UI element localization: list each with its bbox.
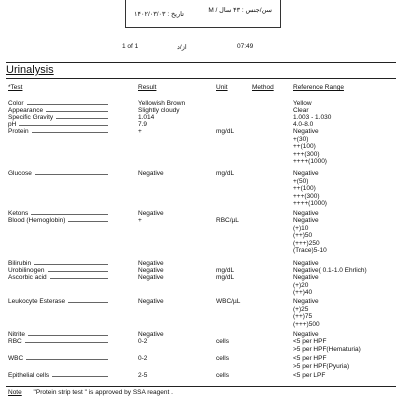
test-unit: mg/dL <box>216 274 235 281</box>
reference-line: (++)40 <box>293 289 313 297</box>
reference-range <box>293 338 361 353</box>
leader-line <box>68 302 108 303</box>
reference-line: Negative( 0.1-1.0 Ehrlich) <box>293 267 367 274</box>
test-name: Glucose <box>8 170 32 177</box>
note-rule <box>6 386 396 387</box>
test-name: pH <box>8 121 17 128</box>
reference-range <box>293 298 320 328</box>
test-unit: cells <box>216 338 230 345</box>
test-unit: RBC/µL <box>216 217 239 224</box>
leader-line <box>28 335 108 336</box>
reference-line: Negative <box>293 217 319 224</box>
reference-range <box>293 355 349 370</box>
test-result: Yellowish Brown <box>138 100 186 107</box>
test-name: Appearance <box>8 107 44 114</box>
reference-range <box>293 128 327 166</box>
leader-line <box>34 264 108 265</box>
reference-line: ++(100) <box>293 185 316 193</box>
reference-line: Negative <box>293 298 319 305</box>
test-name: Specific Gravity <box>8 114 54 121</box>
reference-line: (Trace)5-10 <box>293 247 327 255</box>
test-name: Leukocyte Esterase <box>8 298 66 305</box>
reference-range <box>293 372 325 380</box>
col-header-test: *Test <box>8 84 23 91</box>
test-unit: cells <box>216 372 230 379</box>
title-top-rule <box>6 62 396 63</box>
note-label: Note <box>8 389 22 396</box>
reference-line: +(30) <box>293 135 309 143</box>
reference-line: <5 per LPF <box>293 372 326 379</box>
reference-line: Negative <box>293 260 319 267</box>
reference-range <box>293 170 327 208</box>
reference-line: (+)10 <box>293 224 309 232</box>
section-title: Urinalysis <box>6 64 54 76</box>
reference-range <box>293 217 327 255</box>
reference-line: Negative <box>293 210 319 217</box>
col-header-method: Method <box>252 84 274 91</box>
test-name: Urobilinogen <box>8 267 45 274</box>
patient-header-box <box>125 0 281 28</box>
reference-line: Yellow <box>293 100 312 107</box>
leader-line <box>19 125 108 126</box>
test-result: Slightly cloudy <box>138 107 180 114</box>
report-time: 07:49 <box>237 43 254 50</box>
test-name: Blood (Hemoglobin) <box>8 217 66 224</box>
test-result: Negative <box>138 260 164 267</box>
page-number: 1 of 1 <box>122 43 139 50</box>
reference-line: <5 per HPF <box>293 355 327 362</box>
reference-line: Clear <box>293 107 309 114</box>
test-result: Negative <box>138 170 164 177</box>
leader-line <box>25 342 108 343</box>
reference-line: (++)75 <box>293 313 313 321</box>
report-date: تاریخ : ۱۴۰۲/۰۳/۰۳ <box>134 11 184 18</box>
reference-line: <5 per HPF <box>293 338 327 345</box>
reference-line: (++)50 <box>293 232 313 240</box>
title-bottom-rule <box>6 78 396 79</box>
col-header-result: Result <box>138 84 157 91</box>
reference-line: Negative <box>293 128 319 135</box>
leader-line <box>50 278 108 279</box>
test-unit: cells <box>216 355 230 362</box>
test-result: Negative <box>138 298 164 305</box>
leader-line <box>27 104 108 105</box>
test-name: Protein <box>8 128 29 135</box>
test-result: + <box>138 217 142 224</box>
leader-line <box>35 174 108 175</box>
reference-line: Negative <box>293 170 319 177</box>
test-result: Negative <box>138 331 164 338</box>
reference-line: (+++)500 <box>293 320 320 328</box>
leader-line <box>56 118 108 119</box>
test-result: Negative <box>138 210 164 217</box>
note <box>8 389 173 396</box>
leader-line <box>26 359 108 360</box>
test-name: Ketons <box>8 210 29 217</box>
reference-line: >5 per HPF(Pyuria) <box>293 362 350 370</box>
patient-age-sex: سن/جنس : ۴۳ سال / M <box>208 7 272 14</box>
leader-line <box>48 271 108 272</box>
test-name: Color <box>8 100 24 107</box>
test-unit: mg/dL <box>216 170 235 177</box>
reference-line: +++(300) <box>293 192 320 200</box>
test-name: RBC <box>8 338 22 345</box>
test-unit: WBC/µL <box>216 298 241 305</box>
test-unit: mg/dL <box>216 267 235 274</box>
test-result: + <box>138 128 142 135</box>
note-text: "Protein strip test " is approved by SSA reagent . <box>33 389 173 396</box>
test-result: 7.9 <box>138 121 148 128</box>
test-result: 0-2 <box>138 355 148 362</box>
reference-line: Negative <box>293 331 319 338</box>
reference-line: >5 per HPF(Hematuria) <box>293 345 361 353</box>
test-result: 1.014 <box>138 114 155 121</box>
reference-line: (+)20 <box>293 281 309 289</box>
test-result: Negative <box>138 274 164 281</box>
reference-line: ++(100) <box>293 143 316 151</box>
reference-line: +(50) <box>293 177 309 185</box>
col-header-unit: Unit <box>216 84 228 91</box>
test-name: Epithelial cells <box>8 372 50 379</box>
reference-line: (+)25 <box>293 305 309 313</box>
reference-line: 4.0-8.0 <box>293 121 314 128</box>
reference-range <box>293 274 319 297</box>
leader-line <box>46 111 108 112</box>
test-result: 2-5 <box>138 372 148 379</box>
reference-line: ++++(1000) <box>293 200 327 208</box>
col-header-reference: Reference Range <box>293 84 344 91</box>
reference-line: 1.003 - 1.030 <box>293 114 332 121</box>
reference-line: Negative <box>293 274 319 281</box>
leader-line <box>68 221 108 222</box>
reference-line: +++(300) <box>293 150 320 158</box>
test-name: Bilirubin <box>8 260 32 267</box>
leader-line <box>32 132 108 133</box>
test-result: Negative <box>138 267 164 274</box>
test-name: Nitrite <box>8 331 25 338</box>
leader-line <box>52 376 108 377</box>
leader-line <box>31 214 108 215</box>
test-unit: mg/dL <box>216 128 235 135</box>
meta-label: از/د <box>177 44 187 51</box>
reference-line: (+++)250 <box>293 239 320 247</box>
reference-line: ++++(1000) <box>293 158 327 166</box>
test-result: 0-2 <box>138 338 148 345</box>
test-name: Ascorbic acid <box>8 274 47 281</box>
test-name: WBC <box>8 355 24 362</box>
